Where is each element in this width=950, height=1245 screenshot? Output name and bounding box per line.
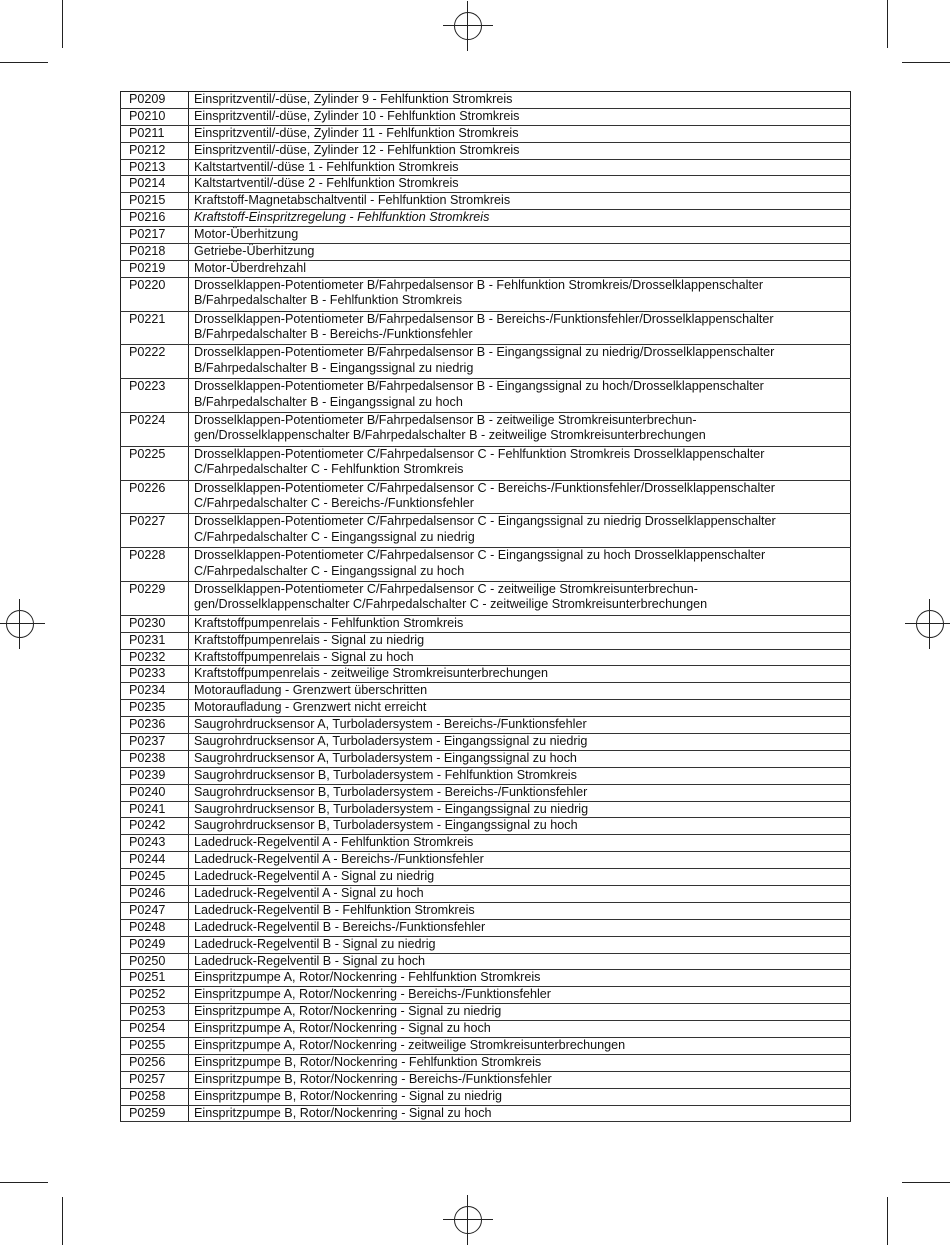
crop-mark <box>902 62 950 63</box>
crop-mark <box>0 62 48 63</box>
fault-description-cell <box>189 142 851 159</box>
fault-description-line: Einspritzventil/-düse, Zylinder 10 - Fehlfunktion Stromkreis <box>194 108 520 123</box>
crop-mark <box>62 1197 63 1245</box>
fault-description-line: Saugrohrdrucksensor B, Turboladersystem - Fehlfunktion Stromkreis <box>194 767 577 782</box>
fault-description-cell <box>189 886 851 903</box>
fault-code-table <box>120 91 851 1122</box>
table-row <box>121 784 851 801</box>
fault-code-cell: P0224 <box>121 412 189 446</box>
fault-code-cell: P0241 <box>121 801 189 818</box>
table-row <box>121 345 851 379</box>
table-row <box>121 632 851 649</box>
table-row <box>121 108 851 125</box>
fault-description-line: Saugrohrdrucksensor B, Turboladersystem - Eingangssignal zu hoch <box>194 818 578 833</box>
fault-description-line: Motor-Überhitzung <box>194 227 299 242</box>
fault-code-cell: P0257 <box>121 1071 189 1088</box>
table-row <box>121 514 851 548</box>
fault-description-line: Einspritzventil/-düse, Zylinder 9 - Fehlfunktion Stromkreis <box>194 92 513 106</box>
table-row <box>121 683 851 700</box>
fault-code-cell: P0253 <box>121 1004 189 1021</box>
fault-description-line: B/Fahrpedalschalter B - Fehlfunktion Stromkreis <box>194 293 463 308</box>
fault-description-line: Saugrohrdrucksensor A, Turboladersystem - Bereichs-/Funktionsfehler <box>194 717 587 732</box>
fault-code-cell: P0245 <box>121 869 189 886</box>
fault-description-line: C/Fahrpedalschalter C - Bereichs-/Funktionsfehler <box>194 495 474 510</box>
fault-code-cell: P0216 <box>121 210 189 227</box>
table-row <box>121 159 851 176</box>
fault-code-cell: P0234 <box>121 683 189 700</box>
fault-code-cell: P0214 <box>121 176 189 193</box>
fault-description-cell <box>189 1054 851 1071</box>
fault-description-cell <box>189 277 851 311</box>
table-row <box>121 125 851 142</box>
fault-description-line: Ladedruck-Regelventil A - Signal zu niedrig <box>194 869 435 884</box>
fault-description-line: Kaltstartventil/-düse 2 - Fehlfunktion Stromkreis <box>194 176 459 191</box>
table-row <box>121 700 851 717</box>
fault-description-cell <box>189 902 851 919</box>
fault-description-line: Einspritzpumpe A, Rotor/Nockenring - Signal zu niedrig <box>194 1004 502 1019</box>
fault-description-cell <box>189 734 851 751</box>
fault-description-line: Kraftstoff-Einspritzregelung - Fehlfunktion Stromkreis <box>194 210 490 225</box>
crop-mark <box>0 1182 48 1183</box>
fault-code-cell: P0242 <box>121 818 189 835</box>
fault-description-line: Einspritzpumpe A, Rotor/Nockenring - Bereichs-/Funktionsfehler <box>194 987 551 1002</box>
fault-description-cell <box>189 784 851 801</box>
fault-description-line: Einspritzventil/-düse, Zylinder 12 - Fehlfunktion Stromkreis <box>194 142 520 157</box>
fault-description-cell <box>189 649 851 666</box>
table-row <box>121 902 851 919</box>
fault-code-cell: P0240 <box>121 784 189 801</box>
fault-code-cell: P0228 <box>121 548 189 582</box>
fault-description-line: Einspritzpumpe B, Rotor/Nockenring - Signal zu hoch <box>194 1105 492 1120</box>
fault-description-line: Kraftstoffpumpenrelais - Signal zu hoch <box>194 649 414 664</box>
fault-description-line: Motor-Überdrehzahl <box>194 260 306 275</box>
table-row <box>121 970 851 987</box>
fault-description-line: Einspritzpumpe A, Rotor/Nockenring - Signal zu hoch <box>194 1021 491 1036</box>
fault-description-line: Motoraufladung - Grenzwert nicht erreicht <box>194 700 427 715</box>
fault-description-line: Drosselklappen-Potentiometer B/Fahrpedalsensor B - Eingangssignal zu hoch/Drosselklappenschalter <box>194 379 764 394</box>
fault-description-cell <box>189 193 851 210</box>
fault-description-line: Ladedruck-Regelventil A - Signal zu hoch <box>194 886 424 901</box>
fault-description-cell <box>189 92 851 109</box>
fault-code-cell: P0255 <box>121 1038 189 1055</box>
fault-description-cell <box>189 514 851 548</box>
fault-description-cell <box>189 379 851 413</box>
fault-description-line: C/Fahrpedalschalter C - Eingangssignal zu hoch <box>194 563 465 578</box>
fault-description-line: B/Fahrpedalschalter B - Eingangssignal zu hoch <box>194 394 463 409</box>
fault-description-cell <box>189 970 851 987</box>
table-row <box>121 801 851 818</box>
fault-code-cell: P0229 <box>121 581 189 615</box>
fault-description-line: Drosselklappen-Potentiometer B/Fahrpedalsensor B - zeitweilige Stromkreisunterbrechun- <box>194 412 697 427</box>
fault-description-line: Kraftstoff-Magnetabschaltventil - Fehlfunktion Stromkreis <box>194 193 511 208</box>
fault-description-cell <box>189 227 851 244</box>
fault-description-line: Drosselklappen-Potentiometer C/Fahrpedalsensor C - Bereichs-/Funktionsfehler/Drosselklappenschalter <box>194 480 775 495</box>
fault-description-line: Kraftstoffpumpenrelais - Fehlfunktion Stromkreis <box>194 615 464 630</box>
table-row <box>121 936 851 953</box>
table-row <box>121 581 851 615</box>
fault-description-line: B/Fahrpedalschalter B - Eingangssignal zu niedrig <box>194 360 474 375</box>
fault-description-cell <box>189 1071 851 1088</box>
fault-description-cell <box>189 1038 851 1055</box>
table-row <box>121 260 851 277</box>
fault-code-cell: P0243 <box>121 835 189 852</box>
fault-description-cell <box>189 767 851 784</box>
table-row <box>121 244 851 261</box>
fault-code-cell: P0226 <box>121 480 189 514</box>
table-row <box>121 953 851 970</box>
fault-description-cell <box>189 936 851 953</box>
fault-description-line: Motoraufladung - Grenzwert überschritten <box>194 683 428 698</box>
fault-code-cell: P0233 <box>121 666 189 683</box>
fault-description-line: Drosselklappen-Potentiometer C/Fahrpedalsensor C - Eingangssignal zu niedrig Drosselklappenschalter <box>194 514 776 529</box>
table-row <box>121 1105 851 1122</box>
table-row <box>121 1054 851 1071</box>
fault-description-line: Kraftstoffpumpenrelais - Signal zu niedrig <box>194 632 425 647</box>
fault-code-cell: P0221 <box>121 311 189 345</box>
fault-description-line: Drosselklappen-Potentiometer B/Fahrpedalsensor B - Bereichs-/Funktionsfehler/Drosselklappenschalter <box>194 311 774 326</box>
fault-code-cell: P0220 <box>121 277 189 311</box>
table-row <box>121 1088 851 1105</box>
fault-code-cell: P0258 <box>121 1088 189 1105</box>
fault-code-cell: P0248 <box>121 919 189 936</box>
fault-description-cell <box>189 953 851 970</box>
table-row <box>121 412 851 446</box>
table-row <box>121 1038 851 1055</box>
fault-code-cell: P0211 <box>121 125 189 142</box>
fault-description-line: C/Fahrpedalschalter C - Eingangssignal zu niedrig <box>194 529 475 544</box>
table-row <box>121 227 851 244</box>
fault-description-cell <box>189 632 851 649</box>
fault-description-line: Ladedruck-Regelventil B - Signal zu niedrig <box>194 936 436 951</box>
fault-description-cell <box>189 260 851 277</box>
table-row <box>121 142 851 159</box>
table-row <box>121 750 851 767</box>
crop-mark <box>62 0 63 48</box>
fault-description-cell <box>189 244 851 261</box>
fault-code-table-body <box>121 92 851 1122</box>
fault-description-line: Ladedruck-Regelventil A - Fehlfunktion Stromkreis <box>194 835 474 850</box>
fault-code-cell: P0256 <box>121 1054 189 1071</box>
fault-description-cell <box>189 700 851 717</box>
crop-mark <box>887 1197 888 1245</box>
fault-description-cell <box>189 666 851 683</box>
fault-code-cell: P0232 <box>121 649 189 666</box>
fault-code-cell: P0219 <box>121 260 189 277</box>
table-row <box>121 379 851 413</box>
fault-description-line: Einspritzventil/-düse, Zylinder 11 - Fehlfunktion Stromkreis <box>194 125 519 140</box>
table-row <box>121 734 851 751</box>
fault-code-cell: P0237 <box>121 734 189 751</box>
fault-description-cell <box>189 446 851 480</box>
table-row <box>121 548 851 582</box>
fault-description-cell <box>189 159 851 176</box>
table-row <box>121 886 851 903</box>
fault-description-cell <box>189 1088 851 1105</box>
fault-description-cell <box>189 615 851 632</box>
fault-code-cell: P0235 <box>121 700 189 717</box>
crop-mark <box>902 1182 950 1183</box>
fault-code-cell: P0222 <box>121 345 189 379</box>
fault-description-line: Saugrohrdrucksensor A, Turboladersystem - Eingangssignal zu niedrig <box>194 734 588 748</box>
fault-code-cell: P0213 <box>121 159 189 176</box>
fault-description-line: Einspritzpumpe B, Rotor/Nockenring - Fehlfunktion Stromkreis <box>194 1054 542 1069</box>
fault-code-cell: P0212 <box>121 142 189 159</box>
fault-description-line: Drosselklappen-Potentiometer C/Fahrpedalsensor C - zeitweilige Stromkreisunterbrechun- <box>194 581 698 596</box>
table-row <box>121 835 851 852</box>
fault-code-cell: P0239 <box>121 767 189 784</box>
fault-description-line: Einspritzpumpe A, Rotor/Nockenring - zeitweilige Stromkreisunterbrechungen <box>194 1038 626 1053</box>
fault-code-cell: P0236 <box>121 717 189 734</box>
fault-description-line: Kraftstoffpumpenrelais - zeitweilige Stromkreisunterbrechungen <box>194 666 548 681</box>
registration-mark-right <box>916 610 944 638</box>
fault-description-line: Getriebe-Überhitzung <box>194 244 315 259</box>
fault-description-cell <box>189 818 851 835</box>
fault-code-cell: P0249 <box>121 936 189 953</box>
table-row <box>121 649 851 666</box>
fault-code-cell: P0259 <box>121 1105 189 1122</box>
table-row <box>121 717 851 734</box>
fault-description-line: Kaltstartventil/-düse 1 - Fehlfunktion Stromkreis <box>194 159 459 174</box>
table-row <box>121 615 851 632</box>
fault-description-cell <box>189 210 851 227</box>
fault-description-cell <box>189 750 851 767</box>
table-row <box>121 919 851 936</box>
fault-description-cell <box>189 108 851 125</box>
registration-mark-left <box>6 610 34 638</box>
table-row <box>121 1071 851 1088</box>
fault-code-cell: P0252 <box>121 987 189 1004</box>
fault-description-cell <box>189 1004 851 1021</box>
fault-code-cell: P0223 <box>121 379 189 413</box>
table-row <box>121 987 851 1004</box>
table-row <box>121 852 851 869</box>
registration-mark-bottom <box>454 1206 482 1234</box>
fault-description-line: gen/Drosselklappenschalter B/Fahrpedalschalter B - zeitweilige Stromkreisunterbrechungen <box>194 428 706 443</box>
fault-description-line: Saugrohrdrucksensor B, Turboladersystem - Bereichs-/Funktionsfehler <box>194 784 588 799</box>
fault-description-line: Drosselklappen-Potentiometer C/Fahrpedalsensor C - Fehlfunktion Stromkreis Drosselklappenschalter <box>194 446 765 461</box>
table-row <box>121 480 851 514</box>
fault-description-line: B/Fahrpedalschalter B - Bereichs-/Funktionsfehler <box>194 327 473 341</box>
fault-code-cell: P0217 <box>121 227 189 244</box>
fault-description-line: Ladedruck-Regelventil B - Bereichs-/Funktionsfehler <box>194 919 486 934</box>
fault-description-line: gen/Drosselklappenschalter C/Fahrpedalschalter C - zeitweilige Stromkreisunterbrechungen <box>194 597 708 612</box>
fault-description-line: Drosselklappen-Potentiometer B/Fahrpedalsensor B - Fehlfunktion Stromkreis/Drosselklappenschalter <box>194 277 764 292</box>
table-row <box>121 818 851 835</box>
fault-description-line: C/Fahrpedalschalter C - Fehlfunktion Stromkreis <box>194 462 464 477</box>
fault-code-cell: P0247 <box>121 902 189 919</box>
table-row <box>121 311 851 345</box>
fault-description-line: Saugrohrdrucksensor B, Turboladersystem - Eingangssignal zu niedrig <box>194 801 589 816</box>
table-row <box>121 1004 851 1021</box>
fault-description-line: Drosselklappen-Potentiometer C/Fahrpedalsensor C - Eingangssignal zu hoch Drosselklappenschalter <box>194 548 766 563</box>
fault-description-line: Einspritzpumpe B, Rotor/Nockenring - Signal zu niedrig <box>194 1088 502 1103</box>
fault-code-cell: P0251 <box>121 970 189 987</box>
fault-code-cell: P0250 <box>121 953 189 970</box>
fault-code-cell: P0227 <box>121 514 189 548</box>
table-row <box>121 869 851 886</box>
table-row <box>121 666 851 683</box>
fault-code-cell: P0231 <box>121 632 189 649</box>
fault-code-cell: P0246 <box>121 886 189 903</box>
fault-code-cell: P0210 <box>121 108 189 125</box>
fault-code-cell: P0215 <box>121 193 189 210</box>
fault-description-line: Saugrohrdrucksensor A, Turboladersystem - Eingangssignal zu hoch <box>194 750 577 765</box>
fault-code-cell: P0230 <box>121 615 189 632</box>
table-row <box>121 210 851 227</box>
table-row <box>121 193 851 210</box>
fault-description-line: Ladedruck-Regelventil A - Bereichs-/Funktionsfehler <box>194 852 484 867</box>
table-row <box>121 446 851 480</box>
fault-description-line: Ladedruck-Regelventil B - Fehlfunktion Stromkreis <box>194 902 475 917</box>
crop-mark <box>887 0 888 48</box>
fault-description-cell <box>189 311 851 345</box>
table-row <box>121 1021 851 1038</box>
fault-description-cell <box>189 801 851 818</box>
fault-description-cell <box>189 835 851 852</box>
table-row <box>121 277 851 311</box>
fault-description-cell <box>189 683 851 700</box>
fault-code-cell: P0209 <box>121 92 189 109</box>
fault-code-cell: P0244 <box>121 852 189 869</box>
fault-description-cell <box>189 1021 851 1038</box>
fault-description-cell <box>189 1105 851 1122</box>
fault-code-cell: P0238 <box>121 750 189 767</box>
fault-description-cell <box>189 581 851 615</box>
table-row <box>121 92 851 109</box>
fault-description-cell <box>189 852 851 869</box>
table-row <box>121 176 851 193</box>
fault-description-cell <box>189 987 851 1004</box>
fault-code-cell: P0225 <box>121 446 189 480</box>
fault-description-line: Ladedruck-Regelventil B - Signal zu hoch <box>194 953 426 968</box>
fault-description-cell <box>189 176 851 193</box>
fault-description-line: Einspritzpumpe A, Rotor/Nockenring - Fehlfunktion Stromkreis <box>194 970 541 985</box>
fault-code-cell: P0218 <box>121 244 189 261</box>
fault-description-cell <box>189 125 851 142</box>
fault-description-cell <box>189 480 851 514</box>
fault-code-cell: P0254 <box>121 1021 189 1038</box>
fault-description-cell <box>189 412 851 446</box>
fault-description-cell <box>189 345 851 379</box>
registration-mark-top <box>454 12 482 40</box>
fault-description-line: Einspritzpumpe B, Rotor/Nockenring - Bereichs-/Funktionsfehler <box>194 1071 552 1086</box>
fault-description-line: Drosselklappen-Potentiometer B/Fahrpedalsensor B - Eingangssignal zu niedrig/Drosselklappenschalter <box>194 345 775 360</box>
fault-description-cell <box>189 919 851 936</box>
table-row <box>121 767 851 784</box>
fault-description-cell <box>189 869 851 886</box>
fault-description-cell <box>189 717 851 734</box>
fault-description-cell <box>189 548 851 582</box>
